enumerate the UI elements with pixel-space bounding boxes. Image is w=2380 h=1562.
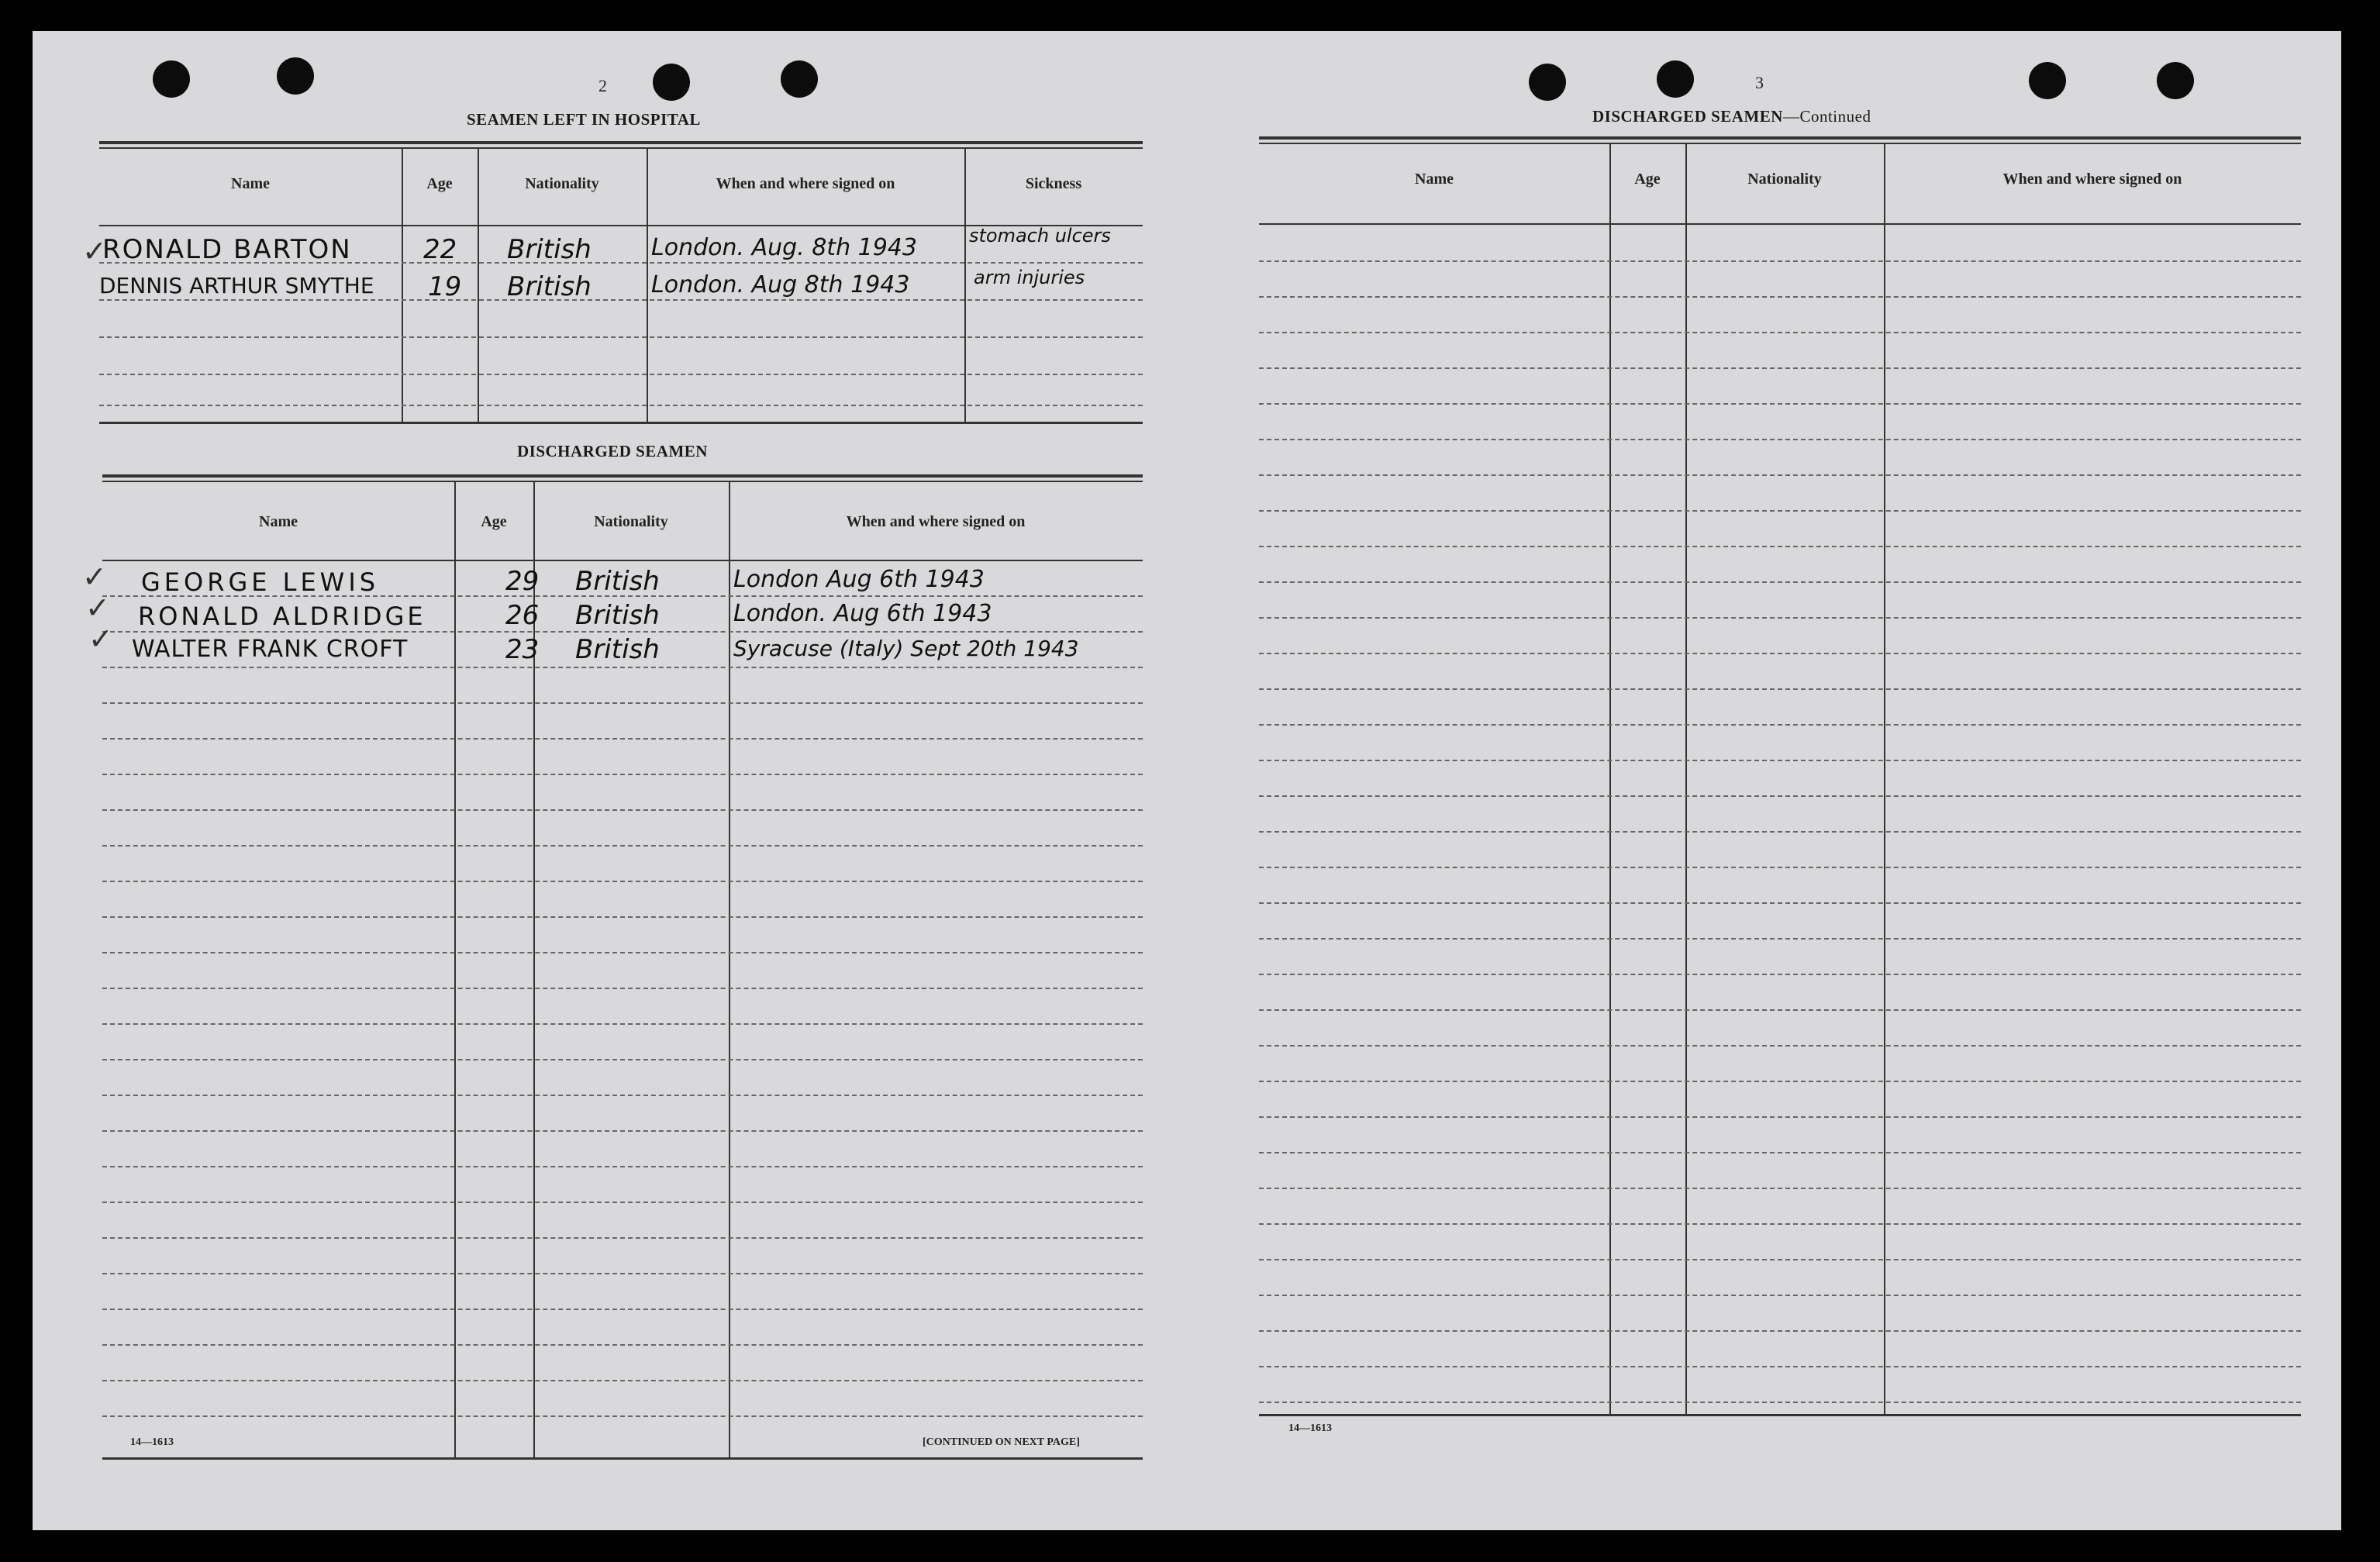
ruled-line <box>102 1202 1143 1203</box>
ruled-line <box>102 738 1143 740</box>
ruled-line <box>1259 1009 2301 1011</box>
ruled-line <box>102 1166 1143 1167</box>
col-header-age: Age <box>481 513 507 530</box>
table-cell-nationality: British <box>507 271 592 302</box>
table-cell-name: RONALD ALDRIDGE <box>138 602 426 631</box>
ruled-line <box>1259 1295 2301 1296</box>
ruled-line <box>1259 688 2301 690</box>
table-cell-age: 26 <box>505 600 540 631</box>
col-header-sickness: Sickness <box>1025 175 1082 192</box>
ruled-line <box>102 1095 1143 1096</box>
table-cell-signed-on: London. Aug. 8th 1943 <box>651 234 917 261</box>
check-mark-icon: ✓ <box>88 622 113 656</box>
ruled-line <box>1259 653 2301 654</box>
ruled-line <box>1259 1152 2301 1153</box>
ruled-line <box>1259 474 2301 476</box>
table-cell-signed-on: Syracuse (Italy) Sept 20th 1943 <box>733 636 1079 661</box>
table-cell-name: GEORGE LEWIS <box>141 567 380 597</box>
table-cell-nationality: British <box>575 600 660 631</box>
col-header-age: Age <box>1634 171 1661 188</box>
ruled-line <box>1259 1402 2301 1403</box>
table-cell-name: DENNIS ARTHUR SMYTHE <box>99 273 374 298</box>
ruled-line <box>1259 1188 2301 1189</box>
ruled-line <box>102 631 1143 633</box>
ruled-line <box>102 916 1143 918</box>
discharged-continued-table <box>1259 136 2301 1454</box>
table-cell-signed-on: London Aug 6th 1943 <box>733 566 985 593</box>
title-suffix: —Continued <box>1782 107 1871 126</box>
col-header-name: Name <box>259 513 298 530</box>
punch-hole <box>781 60 818 98</box>
ruled-line <box>1259 831 2301 833</box>
ruled-line <box>1259 332 2301 333</box>
continued-note: [CONTINUED ON NEXT PAGE] <box>923 1436 1080 1448</box>
punch-hole <box>277 57 314 95</box>
table-cell-nationality: British <box>507 234 592 265</box>
ruled-line <box>102 774 1143 775</box>
ruled-line <box>1259 974 2301 975</box>
col-header-signed-on: When and where signed on <box>846 513 1026 530</box>
ruled-line <box>102 1415 1143 1417</box>
ruled-line <box>1259 724 2301 726</box>
document-sheet <box>33 31 2341 1530</box>
table-cell-age: 22 <box>423 234 457 265</box>
ruled-line <box>1259 902 2301 904</box>
ruled-line <box>1259 260 2301 262</box>
ruled-line <box>1259 795 2301 797</box>
ruled-line <box>102 1344 1143 1346</box>
form-number: 14—1613 <box>130 1436 174 1448</box>
table-cell-sickness: arm injuries <box>974 267 1085 288</box>
table-cell-name: WALTER FRANK CROFT <box>132 636 409 663</box>
punch-hole <box>2029 62 2066 99</box>
ruled-line <box>102 1023 1143 1025</box>
table-cell-sickness: stomach ulcers <box>969 225 1111 247</box>
discharged-continued-title <box>1592 107 1871 126</box>
col-header-nationality: Nationality <box>525 175 599 192</box>
ruled-line <box>102 952 1143 953</box>
ruled-line <box>102 1273 1143 1274</box>
ruled-line <box>102 667 1143 668</box>
page-number: 2 <box>598 76 607 95</box>
col-header-age: Age <box>426 175 453 192</box>
ruled-line <box>102 881 1143 882</box>
page-number: 3 <box>1755 73 1764 92</box>
ruled-line <box>1259 1330 2301 1332</box>
ruled-line <box>1259 1045 2301 1047</box>
table-cell-age: 29 <box>505 566 540 597</box>
table-cell-name: RONALD BARTON <box>102 234 352 265</box>
ruled-line <box>1259 617 2301 619</box>
punch-hole <box>1529 64 1566 101</box>
col-header-nationality: Nationality <box>1747 171 1822 188</box>
ruled-line <box>102 1059 1143 1060</box>
check-mark-icon: ✓ <box>85 591 110 625</box>
ruled-line <box>1259 403 2301 405</box>
ruled-line <box>102 809 1143 811</box>
ruled-line <box>1259 1081 2301 1082</box>
ruled-line <box>102 845 1143 847</box>
table-cell-age: 19 <box>428 271 462 302</box>
punch-hole <box>153 60 190 98</box>
title-text: DISCHARGED SEAMEN <box>1592 107 1783 126</box>
ruled-line <box>1259 1116 2301 1118</box>
punch-hole <box>2157 62 2194 99</box>
ruled-line <box>1259 296 2301 298</box>
ruled-line <box>1259 581 2301 583</box>
ruled-line <box>1259 1366 2301 1367</box>
check-mark-icon: ✓ <box>82 560 107 594</box>
ruled-line <box>1259 367 2301 369</box>
table-cell-age: 23 <box>505 634 540 665</box>
table-cell-nationality: British <box>575 634 660 665</box>
ruled-line <box>102 1237 1143 1239</box>
discharged-section-title: DISCHARGED SEAMEN <box>517 442 708 460</box>
ruled-line <box>102 702 1143 704</box>
ruled-line <box>1259 510 2301 512</box>
ruled-line <box>102 988 1143 989</box>
table-cell-signed-on: London. Aug 8th 1943 <box>651 271 910 298</box>
ruled-line <box>1259 546 2301 547</box>
form-number: 14—1613 <box>1288 1422 1332 1434</box>
ruled-line <box>1259 1259 2301 1260</box>
ruled-line <box>1259 938 2301 940</box>
table-cell-nationality: British <box>575 566 660 597</box>
ruled-line <box>102 1309 1143 1310</box>
col-header-signed-on: When and where signed on <box>2002 171 2182 188</box>
discharged-table <box>82 474 1143 1482</box>
check-mark-icon: ✓ <box>82 234 107 268</box>
ruled-line <box>102 1130 1143 1132</box>
col-header-name: Name <box>1415 171 1454 188</box>
col-header-name: Name <box>231 175 270 192</box>
table-cell-signed-on: London. Aug 6th 1943 <box>733 600 992 627</box>
ruled-line <box>1259 867 2301 868</box>
punch-hole <box>1657 60 1694 98</box>
hospital-section-title: SEAMEN LEFT IN HOSPITAL <box>467 110 701 129</box>
punch-hole <box>653 64 690 101</box>
ruled-line <box>1259 760 2301 761</box>
col-header-signed-on: When and where signed on <box>716 175 895 192</box>
ruled-line <box>1259 439 2301 440</box>
col-header-nationality: Nationality <box>594 513 668 530</box>
ruled-line <box>102 1380 1143 1381</box>
ruled-line <box>1259 1223 2301 1225</box>
hospital-table <box>82 141 1143 451</box>
